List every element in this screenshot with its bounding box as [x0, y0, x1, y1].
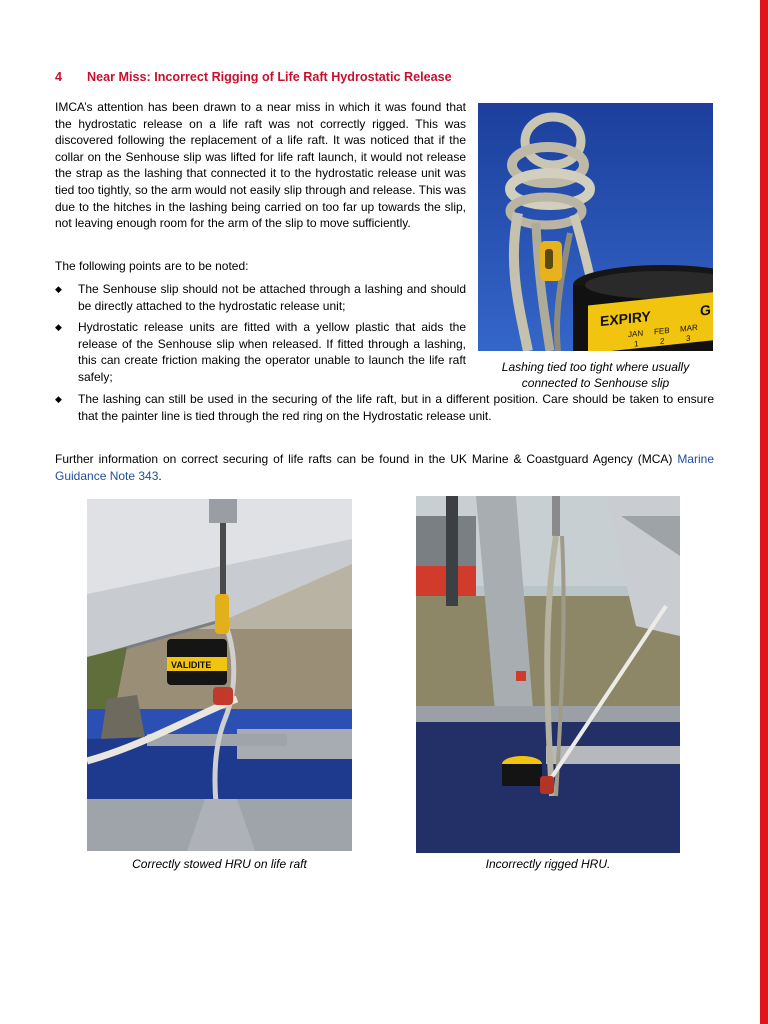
caption-correctly-stowed: Correctly stowed HRU on life raft — [132, 857, 307, 871]
section-title: Near Miss: Incorrect Rigging of Life Raft Hydrostatic Release — [87, 70, 452, 84]
mgn-343-link[interactable]: Marine Guidance Note 343 — [55, 452, 714, 483]
bullet-text: Hydrostatic release units are fitted with a yellow plastic that aids the release of the Senhouse slip when released. If fitted through a lashing, this can create friction making the operator unable to launch the life raft safely; — [78, 320, 466, 384]
intro-paragraph: IMCA’s attention has been drawn to a near miss in which it was found that the hydrostatic release on a life raft was not correctly rigged. This was discovered following the replacement of a life raft. It was noticed that if the collar on the Senhouse slip was lifted for life raft launch, it would not release the strap as the lashing that connected it to the hydrostatic release unit was tied too tightly, so the arm would not easily slip through and release. This was due to the hitches in the lashing being carried on too far up towards the slip, not leaving enough room for the arm of the slip to move sufficiently. — [55, 100, 466, 231]
photo-correctly-stowed-hru — [87, 499, 352, 851]
month-jan-label: JAN — [628, 328, 644, 340]
validite-label-text: VALIDITE — [171, 660, 212, 670]
bullet-item — [55, 391, 714, 424]
further-info-end: . — [158, 468, 162, 483]
month-3-label: 3 — [686, 333, 691, 344]
bullet-item — [55, 281, 466, 314]
section-heading — [55, 70, 475, 84]
correct-hru-photo-illustration — [87, 499, 352, 851]
bullet-text: The Senhouse slip should not be attached through a lashing and should be directly attached to the hydrostatic release unit; — [78, 282, 466, 313]
month-2-label: 2 — [660, 336, 665, 346]
bullet-text: The lashing can still be used in the securing of the life raft, but in a different position. Care should be taken to ensure that the painter line is tied through the red ring on the Hydrostatic release unit. — [78, 392, 714, 423]
page-margin-rule — [760, 0, 768, 1024]
caption-lashing-too-tight: Lashing tied too tight where usually connected to Senhouse slip — [501, 360, 690, 390]
month-feb-label: FEB — [654, 325, 670, 337]
expiry-label-cut-text: G — [700, 301, 711, 319]
rope-photo-illustration — [478, 103, 713, 351]
bullet-diamond-icon: ◆ — [55, 394, 62, 404]
photo-incorrectly-rigged-hru — [416, 496, 680, 853]
bullet-item — [55, 319, 466, 385]
expiry-label-text: EXPIRY — [600, 307, 651, 330]
points-intro: The following points are to be noted: — [55, 259, 249, 273]
further-info-text: Further information on correct securing of life rafts can be found in the UK Marine & Coastguard Agency (MCA) — [55, 452, 678, 466]
photo-lashing-too-tight — [478, 103, 713, 351]
bullet-diamond-icon: ◆ — [55, 322, 62, 332]
caption-incorrectly-rigged: Incorrectly rigged HRU. — [485, 857, 611, 871]
month-1-label: 1 — [634, 339, 639, 349]
bullet-diamond-icon: ◆ — [55, 284, 62, 294]
further-info-paragraph — [55, 451, 714, 484]
section-number: 4 — [55, 70, 63, 84]
month-mar-label: MAR — [680, 322, 698, 334]
incorrect-hru-photo-illustration — [416, 496, 680, 853]
